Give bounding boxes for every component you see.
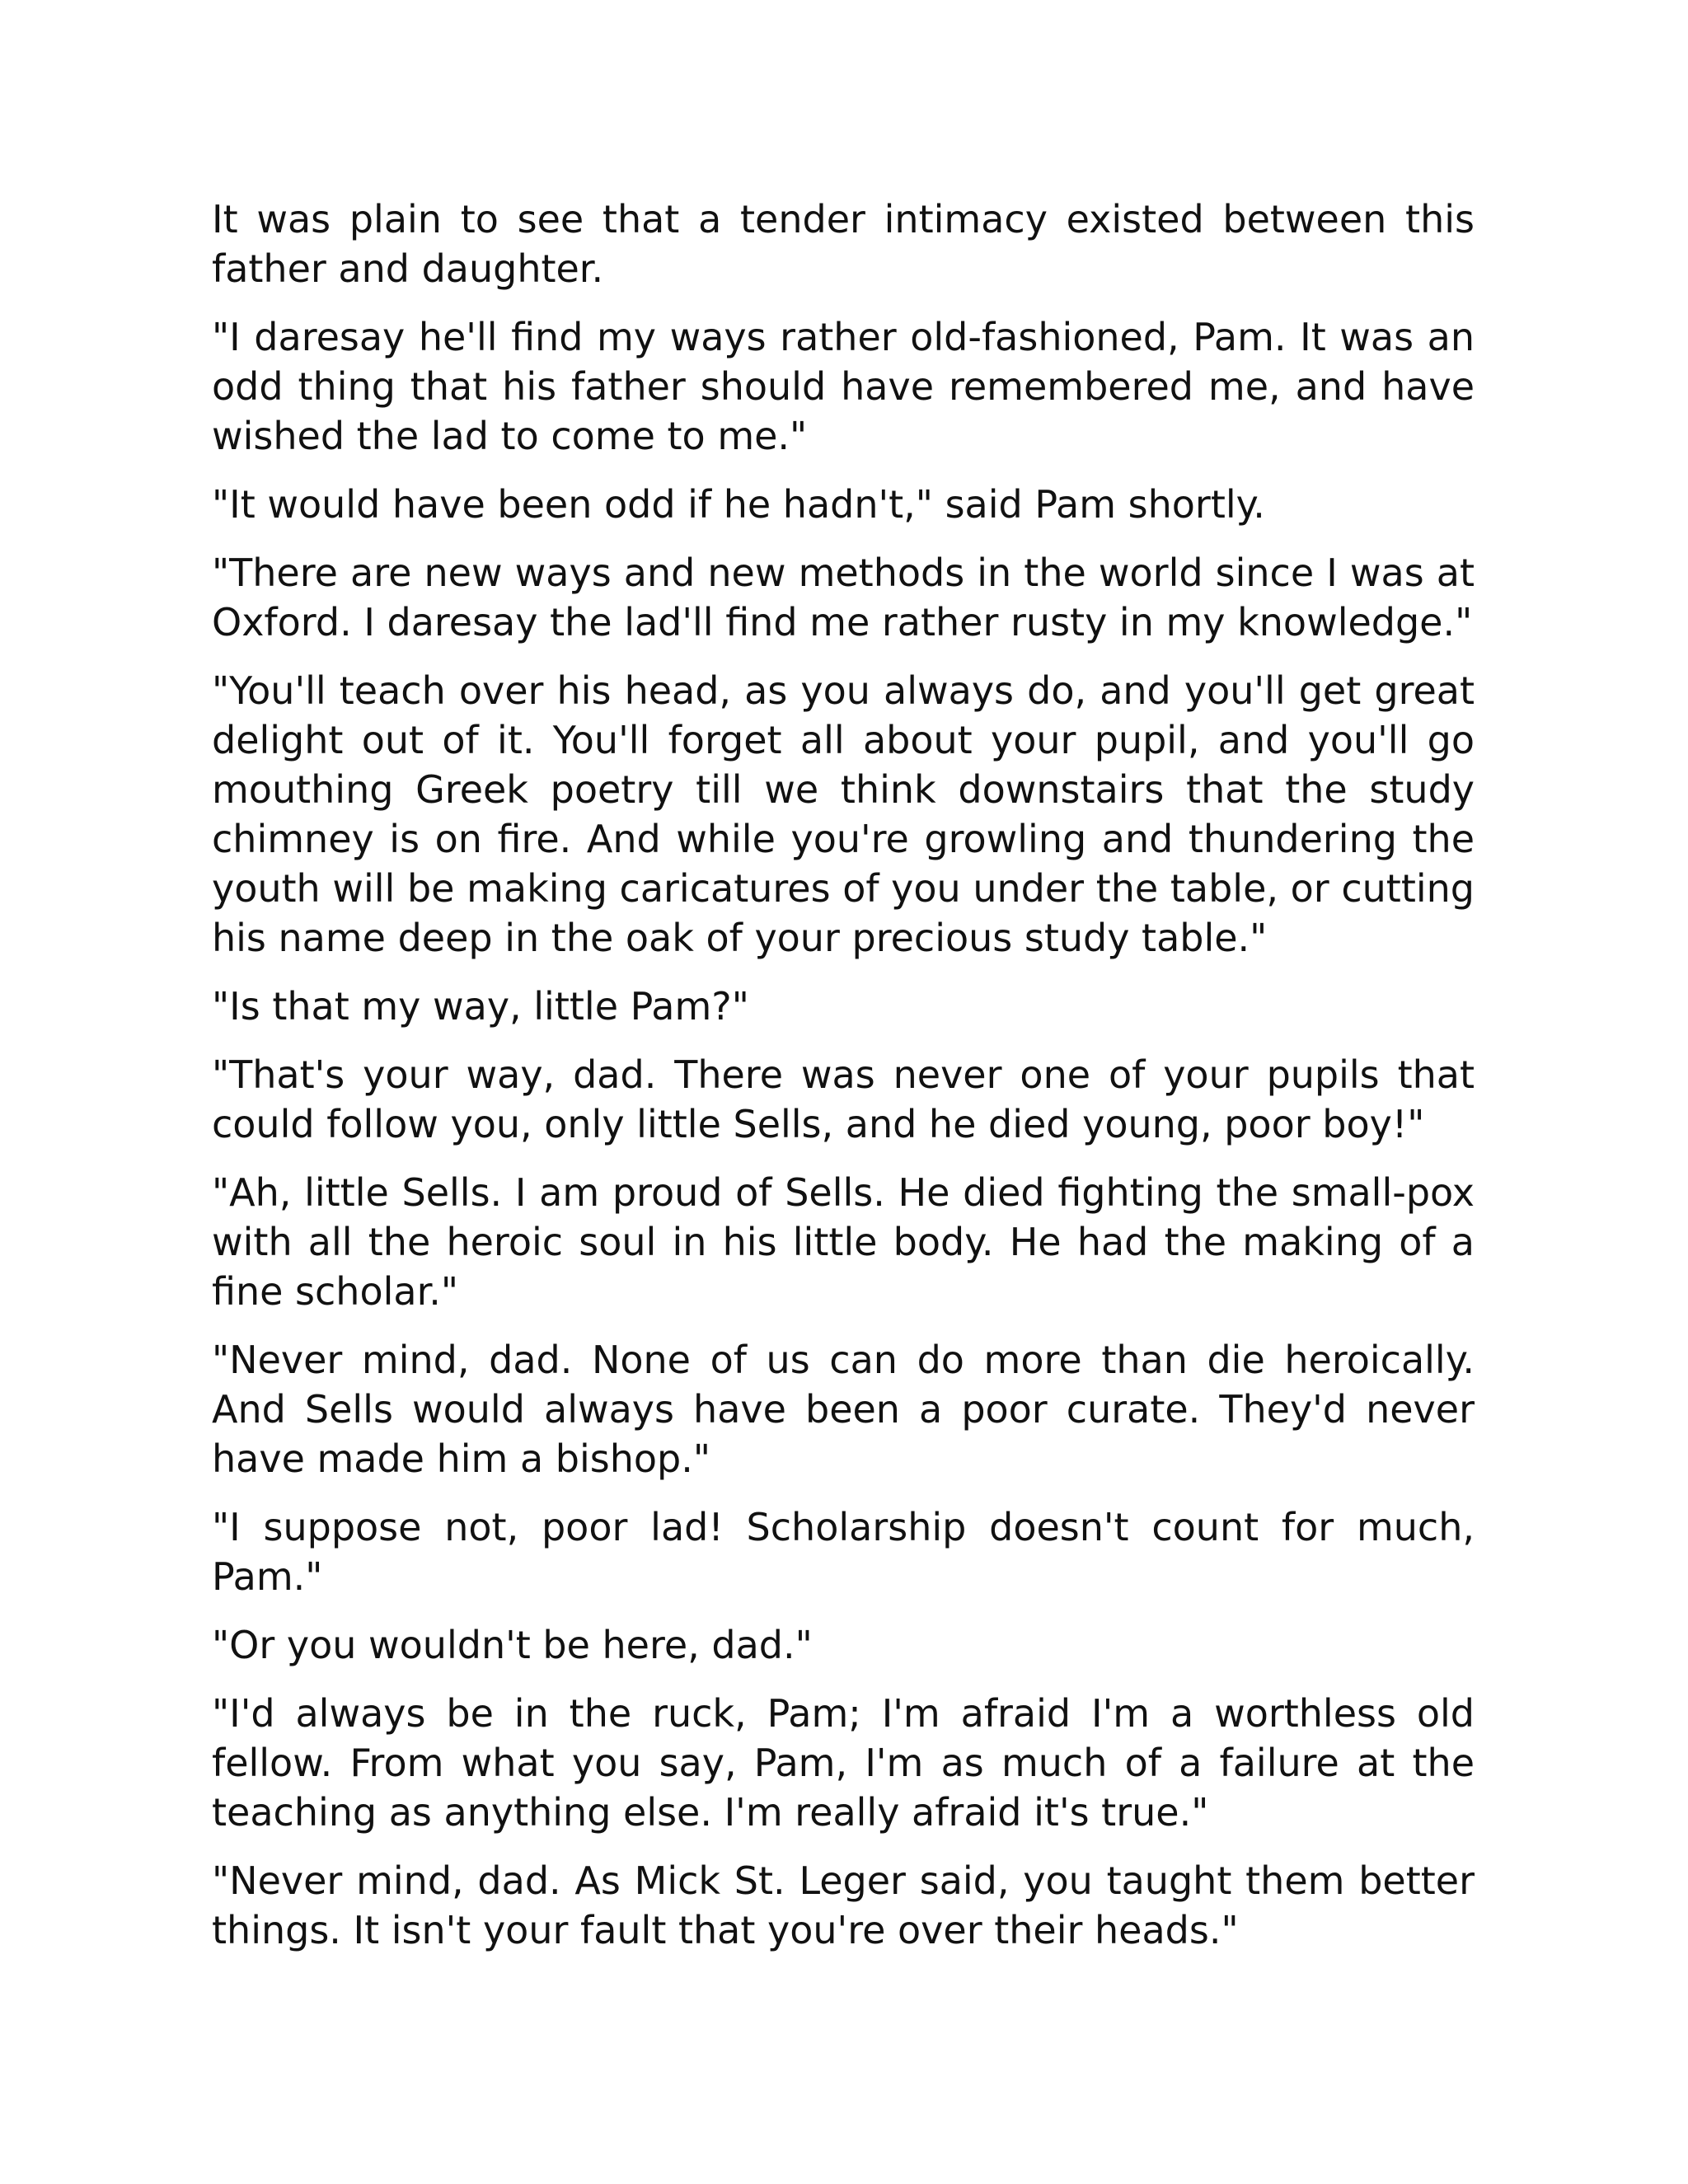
paragraph: "Never mind, dad. As Mick St. Leger said, you taught them better things. It isn't your fault that you're over their heads."	[212, 1858, 1475, 1952]
paragraph: "There are new ways and new methods in the world since I was at Oxford. I daresay the lad'll find me rather rusty in my knowledge."	[212, 551, 1475, 644]
paragraph: "You'll teach over his head, as you always do, and you'll get great delight out of it. You'll forget all about your pupil, and you'll go mouthing Greek poetry till we think downstairs that the study chimney is on fire. And while you're growling and thundering the youth will be making caricatures of you under the table, or cutting his name deep in the oak of your precious study table."	[212, 668, 1475, 960]
paragraph: "Is that my way, little Pam?"	[212, 984, 749, 1029]
paragraph: "I daresay he'll find my ways rather old-fashioned, Pam. It was an odd thing that his father should have remembered me, and have wished the lad to come to me."	[212, 315, 1475, 458]
paragraph: "I suppose not, poor lad! Scholarship doesn't count for much, Pam."	[212, 1505, 1475, 1599]
paragraph: "Or you wouldn't be here, dad."	[212, 1623, 813, 1667]
document-page	[212, 194, 1475, 1974]
paragraph: It was plain to see that a tender intimacy existed between this father and daughter.	[212, 197, 1475, 291]
paragraph: "It would have been odd if he hadn't," said Pam shortly.	[212, 482, 1265, 527]
paragraph: "Never mind, dad. None of us can do more than die heroically. And Sells would always have been a poor curate. They'd never have made him a bishop."	[212, 1338, 1475, 1481]
paragraph: "Ah, little Sells. I am proud of Sells. He died fighting the small-pox with all the heroic soul in his little body. He had the making of a fine scholar."	[212, 1170, 1475, 1314]
paragraph: "I'd always be in the ruck, Pam; I'm afraid I'm a worthless old fellow. From what you say, Pam, I'm as much of a failure at the teaching as anything else. I'm really afraid it's true."	[212, 1691, 1475, 1835]
paragraph: "That's your way, dad. There was never one of your pupils that could follow you, only little Sells, and he died young, poor boy!"	[212, 1052, 1475, 1146]
